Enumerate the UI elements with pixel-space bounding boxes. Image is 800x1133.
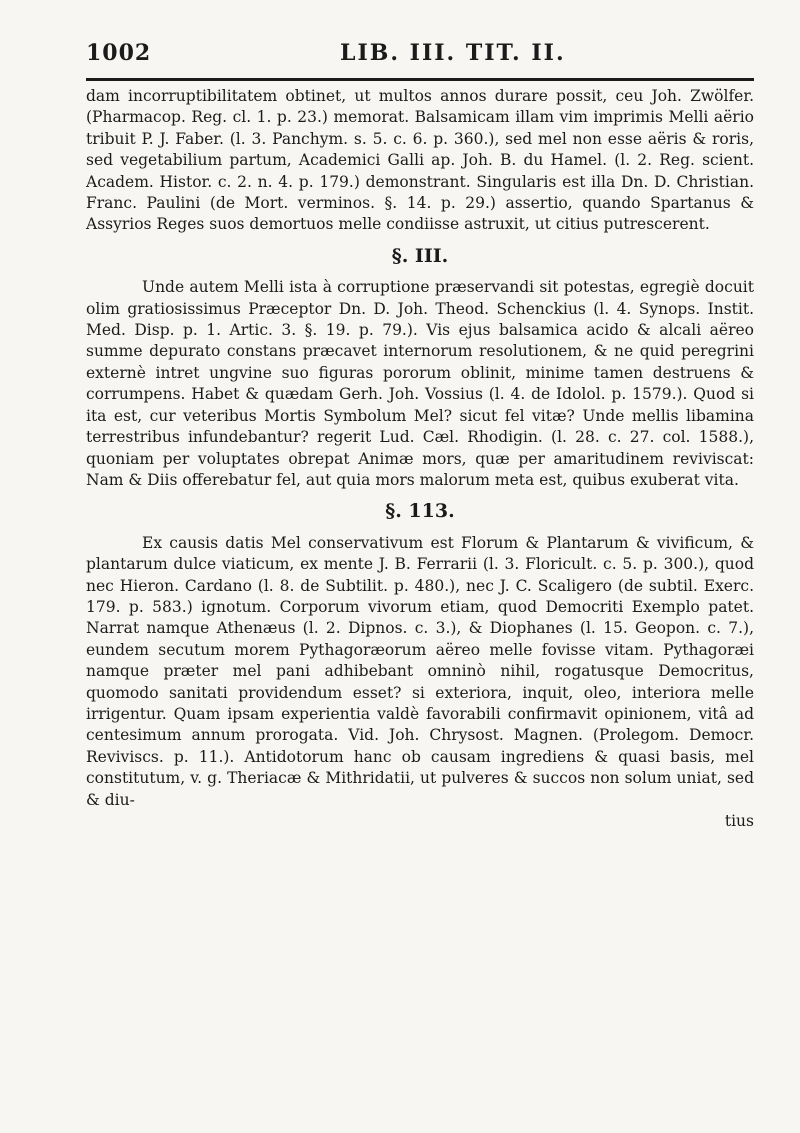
body-text <box>86 86 754 832</box>
paragraph-3: Ex causis datis Mel conservativum est Florum & Plantarum & vivificum, & plantarum dulce viaticum, ex mente J. B. Ferrarii (l. 3. Floricult. c. 5. p. 300.), quod nec Hieron. Cardano (l. 8. de Subtilit. p. 480.), nec J. C. Scaligero (de subtil. Exerc. 179. p. 583.) ignotum. Corporum vivorum etiam, quod Democriti Exemplo patet. Narrat namque Athenæus (l. 2. Dipnos. c. 3.), & Diophanes (l. 15. Geopon. c. 7.), eundem secutum morem Pythagoræorum aëreo melle fovisse vitam. Pythagoræi namque præter mel pani adhibebant omninò nihil, rogatusque Democritus, quomodo sanitati providendum esset? si exteriora, inquit, oleo, interiora melle irrigentur. Quam ipsam experientia valdè favorabili confirmavit opinionem, vitâ ad centesimum annum prorogata. Vid. Joh. Chrysost. Magnen. (Prolegom. Democr. Reviviscs. p. 11.). Antidotorum hanc ob causam ingrediens & quasi basis, mel constitutum, v. g. Theriacæ & Mithridatii, ut pulveres & succos non solum uniat, sed & diu- <box>86 533 754 809</box>
paragraph-1: dam incorruptibilitatem obtinet, ut multos annos durare possit, ceu Joh. Zwölfer. (Pharmacop. Reg. cl. 1. p. 23.) memorat. Balsamicam illam vim imprimis Melli aërio tribuit P. J. Faber. (l. 3. Panchym. s. 5. c. 6. p. 360.), sed mel non esse aëris & roris, sed vegetabilium partum, Academici Galli ap. Joh. B. du Hamel. (l. 2. Reg. scient. Academ. Histor. c. 2. n. 4. p. 179.) demonstrant. Singularis est illa Dn. D. Christian. Franc. Paulini (de Mort. verminos. §. 14. p. 29.) assertio, quando Spartanus & Assyrios Reges suos demortuos melle condiisse astruxit, ut citius putrescerent. <box>86 87 754 234</box>
header-rule <box>86 78 754 81</box>
section-heading-111: §. III. <box>391 244 449 267</box>
page-number: 1002 <box>86 40 152 66</box>
page-header <box>86 38 754 72</box>
running-head: LIB. III. TIT. II. <box>340 40 566 66</box>
catchword: tius <box>724 812 754 830</box>
section-heading-113: §. 113. <box>385 500 455 523</box>
paragraph-2: Unde autem Melli ista à corruptione præservandi sit potestas, egregiè docuit olim gratiosissimus Præceptor Dn. D. Joh. Theod. Schenckius (l. 4. Synops. Instit. Med. Disp. p. 1. Artic. 3. §. 19. p. 79.). Vis ejus balsamica acido & alcali aëreo summe depurato constans præcavet internorum resolutionem, & ne quid peregrini externè intret ungvine suo figuras pororum oblinit, minime tamen destruens & corrumpens. Habet & quædam Gerh. Joh. Vossius (l. 4. de Idolol. p. 1579.). Quod si ita est, cur veteribus Mortis Symbolum Mel? sicut fel vitæ? Unde mellis libamina terrestribus infundebantur? regerit Lud. Cæl. Rhodigin. (l. 28. c. 27. col. 1588.), quoniam per voluptates obrepat Animæ mors, quæ per amaritudinem reviviscat: Nam & Diis offerebatur fel, aut quia mors malorum meta est, quibus exuberat vita. <box>86 278 754 489</box>
